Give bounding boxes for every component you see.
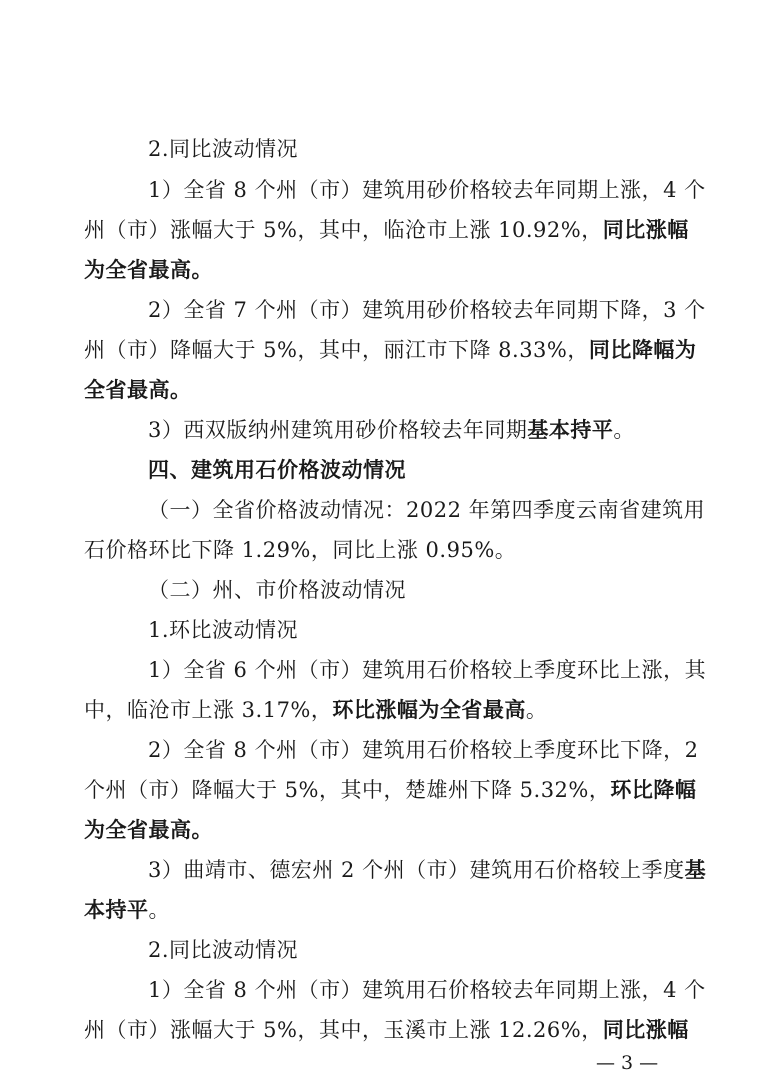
bold-text: 同比涨幅 xyxy=(602,1017,689,1042)
subsection-heading: （二）州、市价格波动情况 xyxy=(148,578,406,602)
paragraph-line xyxy=(84,1015,689,1045)
subheading-yoy-sand: 2.同比波动情况 xyxy=(148,137,299,161)
bold-text: 环比降幅 xyxy=(610,777,697,802)
text-span: 州（市）涨幅大于 5%，其中，临沧市上涨 10.92%， xyxy=(84,218,603,242)
bold-text: 全省最高。 xyxy=(84,377,192,402)
paragraph-line xyxy=(84,775,696,805)
text-span: 中，临沧市上涨 3.17%， xyxy=(84,698,333,722)
bold-text: 为全省最高。 xyxy=(84,257,213,282)
paragraph-line: 石价格环比下降 1.29%，同比上涨 0.95%。 xyxy=(84,538,517,562)
text-span: 州（市）涨幅大于 5%，其中，玉溪市上涨 12.26%， xyxy=(84,1018,603,1042)
bold-text: 本持平 xyxy=(84,897,149,922)
paragraph-line xyxy=(84,215,689,245)
text-span: 。 xyxy=(613,418,635,442)
paragraph-line xyxy=(84,895,170,925)
text-span: 。 xyxy=(525,698,548,722)
paragraph-line: 2）全省 8 个州（市）建筑用石价格较上季度环比下降，2 xyxy=(148,738,699,762)
paragraph-line: 2）全省 7 个州（市）建筑用砂价格较去年同期下降，3 个 xyxy=(148,298,706,322)
subheading-yoy-stone: 2.同比波动情况 xyxy=(148,938,299,962)
paragraph-line xyxy=(148,855,706,885)
text-span: 3）西双版纳州建筑用砂价格较去年同期 xyxy=(148,418,528,442)
paragraph-line xyxy=(84,695,547,725)
paragraph-line: 1）全省 6 个州（市）建筑用石价格较上季度环比上涨，其 xyxy=(148,658,707,682)
text-span: 3）曲靖市、德宏州 2 个州（市）建筑用石价格较上季度 xyxy=(148,858,685,882)
text-span: 个州（市）降幅大于 5%，其中，楚雄州下降 5.32%， xyxy=(84,778,611,802)
section-heading: 四、建筑用石价格波动情况 xyxy=(148,458,406,482)
bold-text: 基本持平 xyxy=(527,417,614,442)
bold-text: 同比涨幅 xyxy=(602,217,689,242)
subheading-mom-stone: 1.环比波动情况 xyxy=(148,618,299,642)
text-span: 州（市）降幅大于 5%，其中，丽江市下降 8.33%， xyxy=(84,338,589,362)
bold-text: 基 xyxy=(684,857,707,882)
bold-text: 环比涨幅为全省最高 xyxy=(332,697,526,722)
page-number: — 3 — xyxy=(596,1052,659,1074)
bold-text: 同比降幅为 xyxy=(588,337,697,362)
paragraph-line xyxy=(84,335,696,365)
bold-text: 为全省最高。 xyxy=(84,817,213,842)
paragraph-line: （一）全省价格波动情况：2022 年第四季度云南省建筑用 xyxy=(148,498,706,522)
paragraph-line: 1）全省 8 个州（市）建筑用石价格较去年同期上涨，4 个 xyxy=(148,978,706,1002)
paragraph-line: 1）全省 8 个州（市）建筑用砂价格较去年同期上涨，4 个 xyxy=(148,178,706,202)
text-span: 。 xyxy=(148,898,170,922)
paragraph-line xyxy=(148,415,635,445)
